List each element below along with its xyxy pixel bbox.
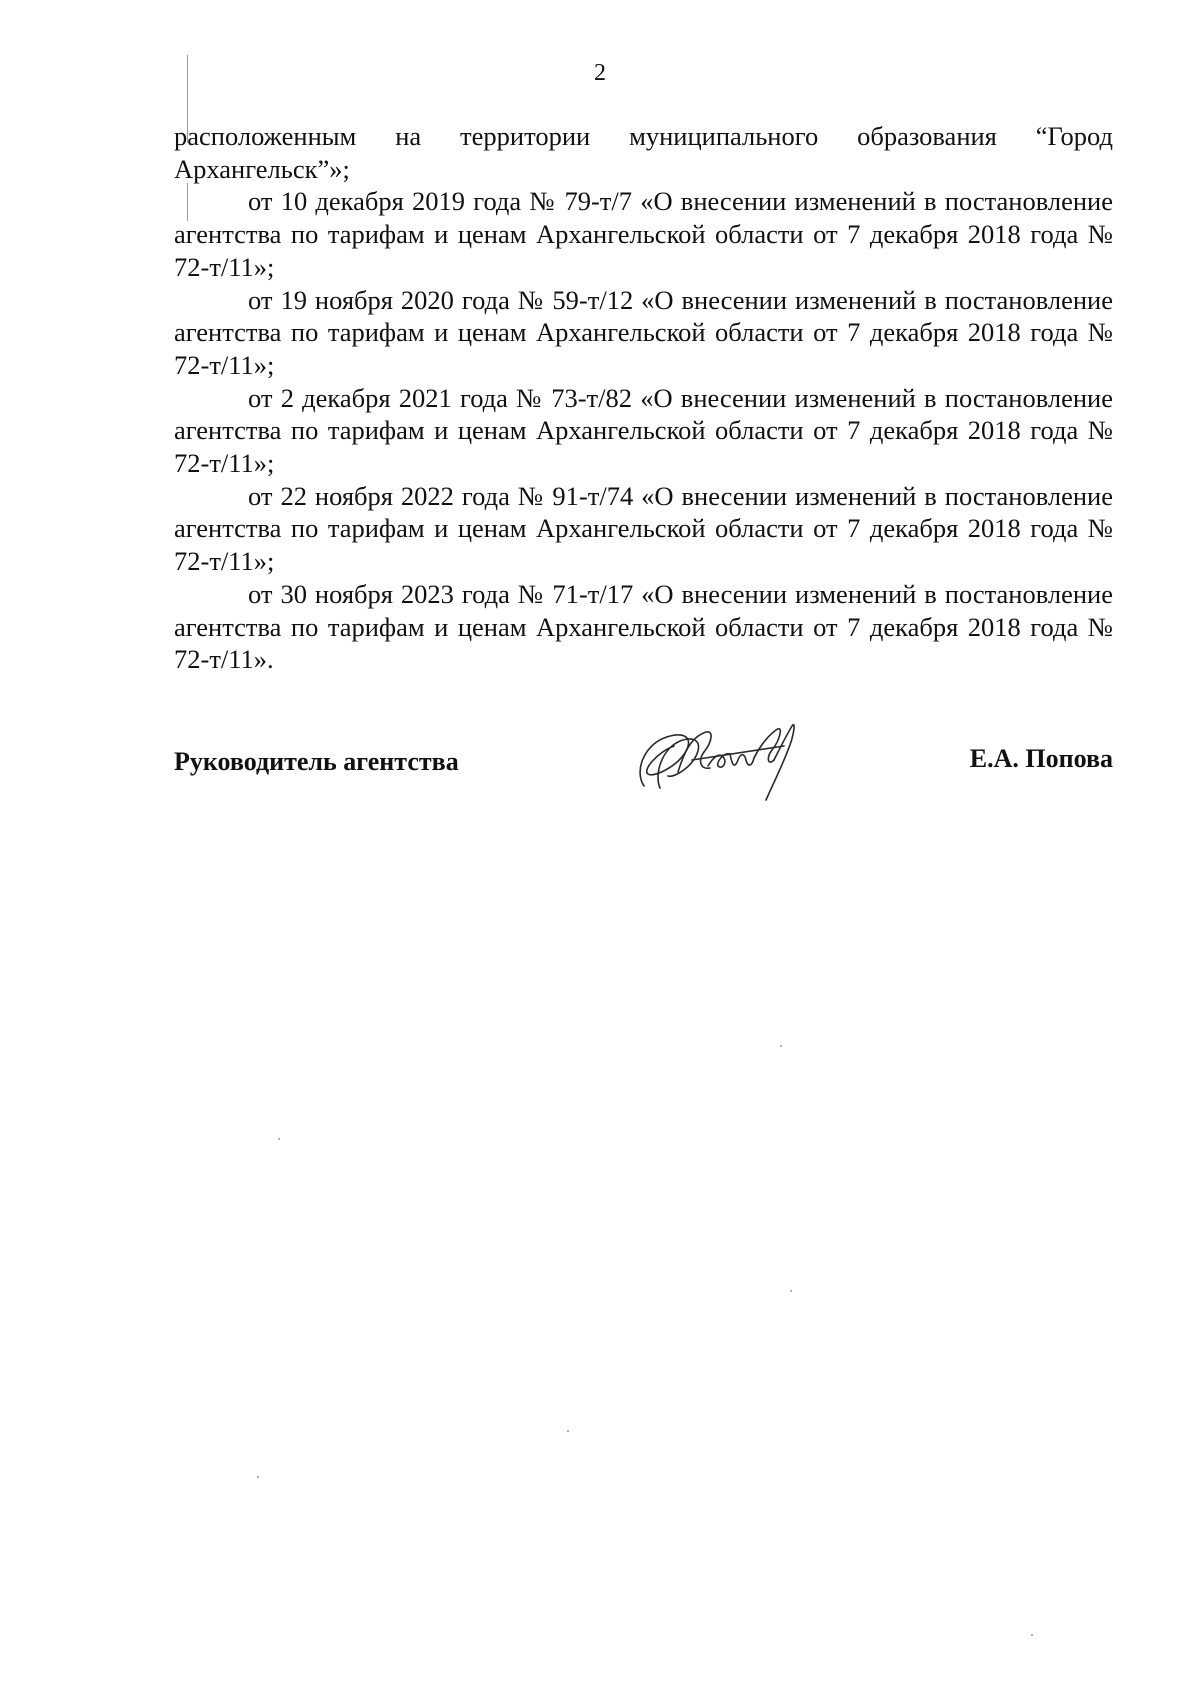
signer-name: Е.А. Попова [969,744,1113,773]
paragraph-amendment-2023: от 30 ноября 2023 года № 71-т/17 «О внесении изменений в постановление агентства по тарифам и ценам Архангельской области от 7 декабря 2018 года № 72-т/11». [174,578,1113,675]
signature-block [174,738,1113,798]
scan-speck [790,1290,792,1292]
document-body [174,120,1113,676]
scan-speck [780,1045,782,1047]
scan-speck [1031,1634,1033,1636]
handwritten-signature [634,716,814,808]
paragraph-amendment-2019: от 10 декабря 2019 года № 79-т/7 «О внесении изменений в постановление агентства по тарифам и ценам Архангельской области от 7 декабря 2018 года № 72-т/11»; [174,186,1113,282]
scan-speck [278,1138,280,1140]
paragraph-amendment-2020: от 19 ноября 2020 года № 59-т/12 «О внесении изменений в постановление агентства по тарифам и ценам Архангельской области от 7 декабря 2018 года № 72-т/11»; [174,284,1113,380]
scan-speck [257,1476,259,1478]
paragraph-continuation: расположенным на территории муниципального образования “Город Архангельск”»; [174,121,1113,184]
scan-speck [567,1430,569,1432]
page-number: 2 [594,60,606,86]
signer-title: Руководитель агентства [174,747,459,776]
paragraph-amendment-2021: от 2 декабря 2021 года № 73-т/82 «О внесении изменений в постановление агентства по тарифам и ценам Архангельской области от 7 декабря 2018 года № 72-т/11»; [174,382,1113,479]
paragraph-amendment-2022: от 22 ноября 2022 года № 91-т/74 «О внесении изменений в постановление агентства по тарифам и ценам Архангельской области от 7 декабря 2018 года № 72-т/11»; [174,480,1113,577]
